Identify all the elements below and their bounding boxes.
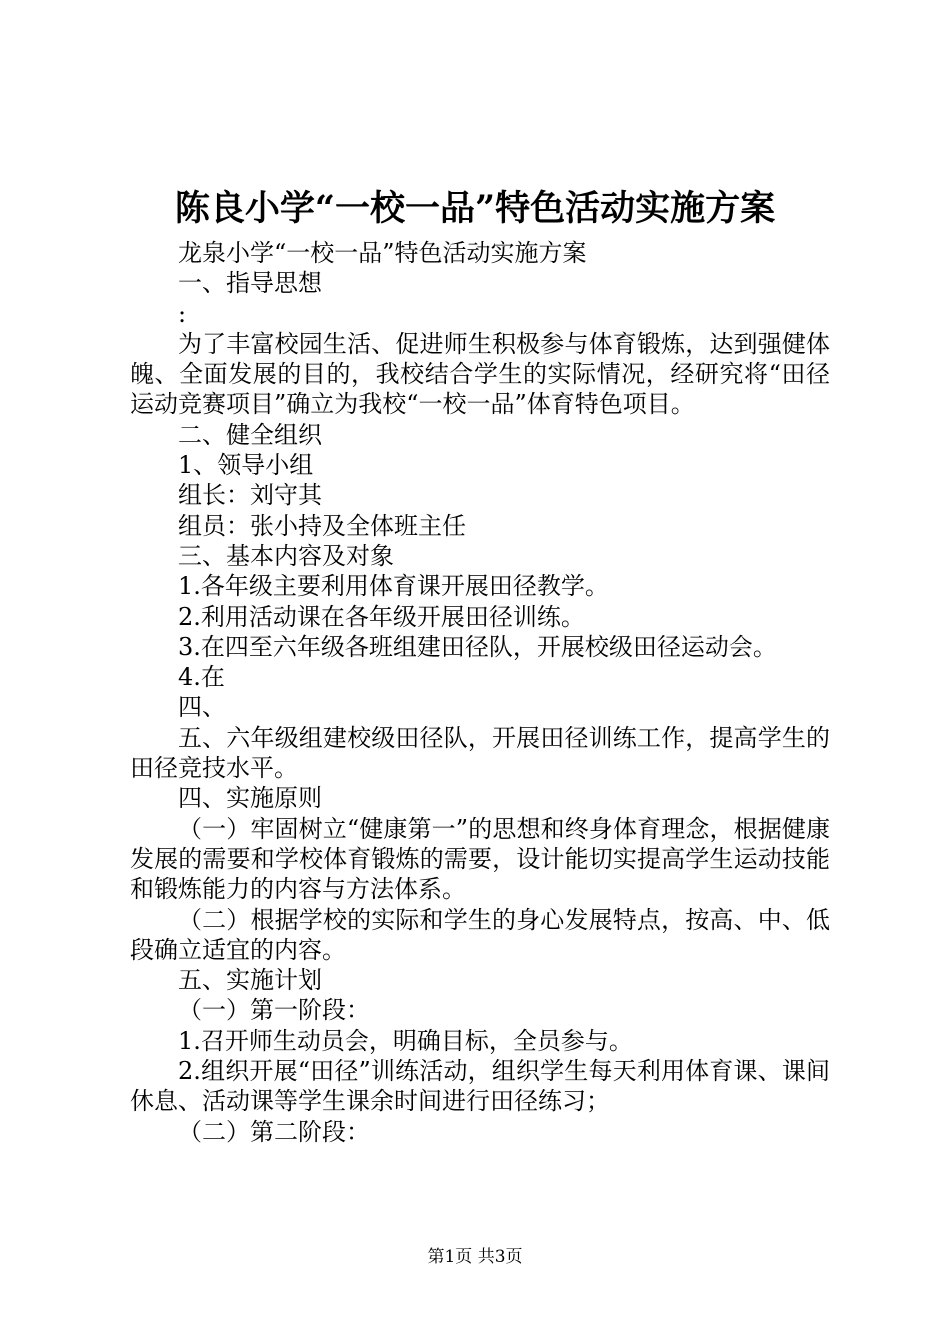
text-line: 四、 (178, 693, 226, 722)
section-heading: 五、实施计划 (178, 966, 322, 995)
section-heading: 二、健全组织 (178, 420, 322, 449)
paragraph: 为了丰富校园生活、促进师生积极参与体育锻炼，达到强健体魄、全面发展的目的，我校结合学生的实际情况，经研究将“田径运动竞赛项目”确立为我校“一校一品”体育特色项目。 (130, 329, 830, 419)
text-line: 组长：刘守其 (178, 481, 322, 510)
document-title: 陈良小学“一校一品”特色活动实施方案 (174, 188, 776, 229)
text-line: 1、领导小组 (178, 451, 314, 480)
section-heading: 一、指导思想 (178, 269, 322, 298)
subsection-heading: （一）第一阶段： (178, 996, 370, 1025)
paragraph: 五、六年级组建校级田径队，开展田径训练工作，提高学生的田径竞技水平。 (130, 723, 830, 783)
text-line: 组员：张小持及全体班主任 (178, 511, 466, 540)
list-item: 1.各年级主要利用体育课开展田径教学。 (178, 572, 609, 601)
section-heading: 三、基本内容及对象 (178, 541, 394, 570)
page-footer: 第1页 共3页 (427, 1247, 523, 1267)
paragraph: 2.组织开展“田径”训练活动，组织学生每天利用体育课、课间休息、活动课等学生课余时间进行田径练习； (130, 1057, 830, 1116)
text-line: 龙泉小学“一校一品”特色活动实施方案 (178, 239, 587, 267)
list-item: 1.召开师生动员会，明确目标，全员参与。 (178, 1026, 633, 1055)
text-line: : (178, 299, 187, 328)
section-heading: 四、实施原则 (178, 784, 322, 813)
subsection-heading: （二）第二阶段： (178, 1117, 370, 1146)
paragraph: （二）根据学校的实际和学生的身心发展特点，按高、中、低段确立适宜的内容。 (130, 905, 830, 964)
list-item: 4.在 (178, 663, 225, 692)
list-item: 2.利用活动课在各年级开展田径训练。 (178, 602, 585, 631)
paragraph: （一）牢固树立“健康第一”的思想和终身体育理念，根据健康发展的需要和学校体育锻炼的需要，设计能切实提高学生运动技能和锻炼能力的内容与方法体系。 (130, 814, 830, 904)
document-body (130, 238, 830, 1147)
list-item: 3.在四至六年级各班组建田径队，开展校级田径运动会。 (178, 632, 777, 661)
